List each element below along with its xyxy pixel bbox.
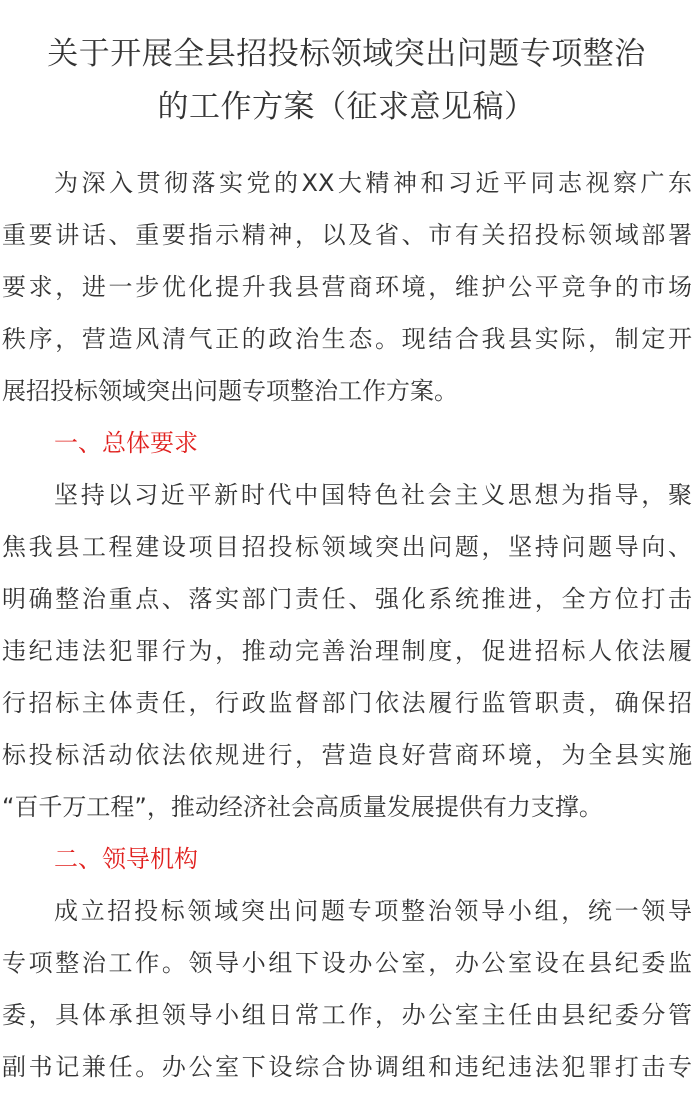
text-line: 违纪违法犯罪行为，推动完善治理制度，促进招标人依法履 — [2, 637, 692, 665]
title-line-2: 的工作方案（征求意见稿） — [157, 89, 536, 125]
text-line: 成立招投标领域突出问题专项整治领导小组，统一领导 — [54, 897, 692, 925]
text-line: 要求，进一步优化提升我县营商环境，维护公平竞争的市场 — [2, 273, 692, 301]
section1-paragraph — [2, 469, 692, 833]
text-line: 专项整治工作。领导小组下设办公室，办公室设在县纪委监 — [2, 949, 692, 977]
text-line: 委，具体承担领导小组日常工作，办公室主任由县纪委分管 — [2, 1001, 692, 1029]
section-heading-general-requirements: 一、总体要求 — [54, 429, 198, 457]
text-line: 行招标主体责任，行政监督部门依法履行监管职责，确保招 — [2, 689, 692, 717]
text-line: 焦我县工程建设项目招投标领域突出问题，坚持问题导向、 — [2, 533, 692, 561]
text-line: 展招投标领域突出问题专项整治工作方案。 — [2, 377, 458, 405]
text-line: 标投标活动依法依规进行，营造良好营商环境，为全县实施 — [2, 741, 692, 769]
section2-paragraph — [2, 885, 692, 1093]
text-line: “百千万工程”，推动经济社会高质量发展提供有力支撑。 — [2, 793, 603, 821]
title-line-1: 关于开展全县招投标领域突出问题专项整治 — [47, 36, 646, 72]
intro-paragraph — [2, 157, 692, 417]
text-line: 坚持以习近平新时代中国特色社会主义思想为指导，聚 — [54, 481, 692, 509]
document-body — [2, 157, 692, 1093]
text-line: 重要讲话、重要指示精神，以及省、市有关招投标领域部署 — [2, 221, 692, 249]
text-line: 明确整治重点、落实部门责任、强化系统推进，全方位打击 — [2, 585, 692, 613]
text-line: 副书记兼任。办公室下设综合协调组和违纪违法犯罪打击专 — [2, 1053, 692, 1081]
section-heading-leadership: 二、领导机构 — [54, 845, 198, 873]
text-line: 秩序，营造风清气正的政治生态。现结合我县实际，制定开 — [2, 325, 692, 353]
document-title — [0, 28, 693, 134]
text-line: 为深入贯彻落实党的XX大精神和习近平同志视察广东 — [54, 169, 692, 197]
